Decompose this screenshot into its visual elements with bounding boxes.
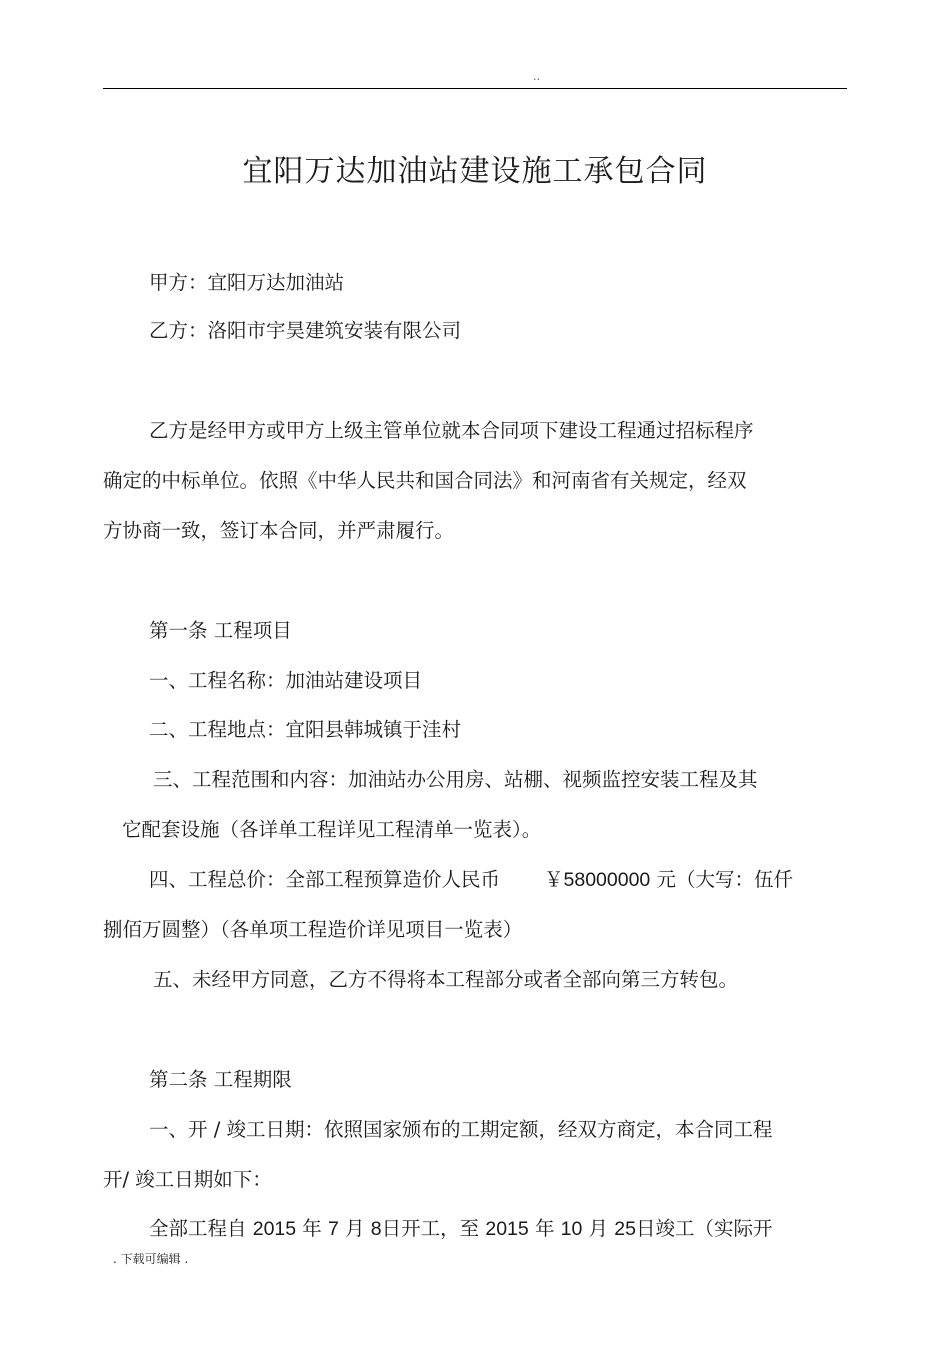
article-2-item-1-line-1: 一、开 / 竣工日期：依照国家颁布的工期定额，经双方商定，本合同工程 xyxy=(149,1118,773,1141)
article-1-item-3-line-2: 它配套设施（各详单工程详见工程清单一览表）。 xyxy=(122,818,542,841)
footer-note: . 下载可编辑 . xyxy=(113,1252,189,1266)
article-1-item-2: 二、工程地点：宜阳县韩城镇于洼村 xyxy=(149,718,462,741)
article-1-item-3-line-1: 三、工程范围和内容：加油站办公用房、站棚、视频监控安装工程及其 xyxy=(153,768,758,791)
start-suffix: 日开工，至 xyxy=(381,1217,480,1240)
article-1-item-1: 一、工程名称：加油站建设项目 xyxy=(149,669,423,692)
party-b: 乙方：洛阳市宇昊建筑安装有限公司 xyxy=(149,319,462,342)
intro-line-3: 方协商一致，签订本合同，并严肃履行。 xyxy=(103,519,455,542)
start-month: 7 xyxy=(328,1218,339,1240)
item-4-uppercase-amount: 元（大写：伍仟 xyxy=(656,868,793,891)
dates-prefix: 全部工程自 xyxy=(149,1217,247,1240)
item-4-label: 四、工程总价：全部工程预算造价人民币 xyxy=(149,868,501,891)
article-2-dates-line: 全部工程自 2015 年 7 月 8日开工，至 2015 年 10 月 25日竣工（实际开 xyxy=(149,1217,773,1240)
end-suffix: 日竣工（实际开 xyxy=(635,1217,773,1240)
document-title: 宜阳万达加油站建设施工承包合同 xyxy=(242,154,708,189)
article-1-item-5: 五、未经甲方同意，乙方不得将本工程部分或者全部向第三方转包。 xyxy=(153,968,739,991)
article-1-heading: 第一条 工程项目 xyxy=(149,619,292,642)
header-dots: .. xyxy=(533,70,540,83)
start-day: 8 xyxy=(370,1218,382,1240)
article-1-item-4-line-2: 捌佰万圆整）（各单项工程造价详见项目一览表） xyxy=(103,918,523,941)
intro-line-1: 乙方是经甲方或甲方上级主管单位就本合同项下建设工程通过招标程序 xyxy=(149,419,754,442)
article-2-heading: 第二条 工程期限 xyxy=(149,1068,292,1091)
article-2-item-1-line-2: 开/ 竣工日期如下： xyxy=(103,1168,272,1191)
intro-line-2: 确定的中标单位。依照《中华人民共和国合同法》和河南省有关规定，经双 xyxy=(103,469,747,492)
end-day: 25 xyxy=(614,1218,636,1240)
party-a: 甲方：宜阳万达加油站 xyxy=(149,271,345,294)
start-year: 2015 xyxy=(252,1218,297,1240)
contract-amount: ￥58000000 xyxy=(544,869,651,891)
end-month: 10 xyxy=(560,1218,583,1240)
header-rule xyxy=(103,88,847,89)
end-year: 2015 xyxy=(485,1218,529,1240)
article-1-item-4-line-1 xyxy=(149,867,793,893)
